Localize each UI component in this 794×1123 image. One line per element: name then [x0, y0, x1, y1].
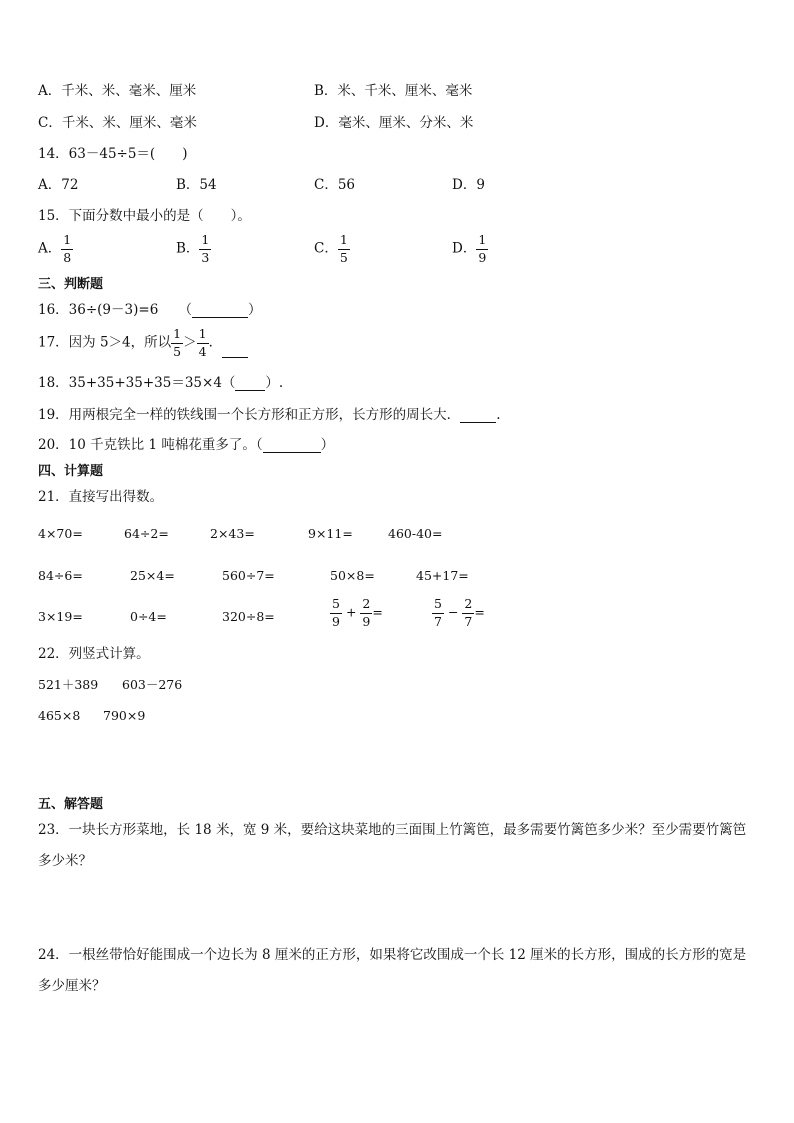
q17-pre: 17．因为 5＞4，所以 [38, 334, 172, 351]
equals-sign: = [372, 604, 383, 620]
q14-option-b: B．54 [176, 177, 217, 193]
option-label: C． [314, 240, 338, 257]
fraction [476, 234, 488, 264]
calc-item: 0÷4= [130, 609, 167, 624]
q24: 24．一根丝带恰好能围成一个边长为 8 厘米的正方形，如果将它改围成一个长 12 厘米的长方形，围成的长方形的宽是多少厘米？ [38, 947, 747, 994]
numerator: 1 [171, 328, 183, 344]
answer-blank[interactable] [235, 378, 265, 391]
q18 [38, 377, 283, 391]
q13-option-d: D．毫米、厘米、分米、米 [314, 115, 474, 131]
calc-item-fraction-add [330, 598, 383, 628]
numerator: 1 [338, 234, 350, 250]
denominator: 7 [434, 613, 442, 629]
denominator: 4 [198, 343, 207, 359]
answer-blank[interactable] [192, 305, 248, 318]
vertical-calc-item: 521＋389 [38, 677, 99, 692]
calc-item: 560÷7= [222, 568, 275, 583]
fraction [432, 598, 444, 628]
numerator: 2 [360, 598, 372, 614]
fraction [338, 234, 350, 264]
numerator: 1 [61, 234, 73, 250]
numerator: 1 [199, 234, 211, 250]
vertical-calc-item: 465×8 [38, 708, 81, 723]
fraction [462, 598, 474, 628]
q14-stem: 14．63－45÷5＝( ) [38, 146, 188, 162]
q18-close: ）. [265, 375, 284, 391]
q19-pre: 19．用两根完全一样的铁线围一个长方形和正方形，长方形的周长大． [38, 407, 461, 423]
minus-sign: − [447, 604, 459, 620]
fraction [171, 328, 183, 358]
q16 [38, 304, 262, 318]
fraction [199, 234, 211, 264]
q20-pre: 20．10 千克铁比 1 吨棉花重多了。（ [38, 437, 263, 453]
calc-item: 64÷2= [124, 526, 169, 541]
section-heading-calculation: 四、计算题 [38, 464, 104, 479]
answer-blank[interactable] [222, 345, 248, 358]
q14-option-a: A．72 [38, 177, 79, 193]
numerator: 5 [432, 598, 444, 614]
greater-than-sign: ＞ [183, 334, 197, 351]
q15-stem: 15．下面分数中最小的是（ ）。 [38, 208, 251, 224]
calc-item-fraction-subtract [432, 598, 485, 628]
calc-item: 50×8= [330, 568, 375, 583]
plus-sign: + [345, 604, 357, 620]
q15-option-d [452, 234, 488, 264]
q16-text: 16．36÷(9－3)=6 （ [38, 302, 193, 318]
q18-pre: 18．35+35+35+35＝35×4（ [38, 375, 236, 391]
denominator: 5 [173, 343, 182, 359]
q15-option-a [38, 234, 73, 264]
calc-item: 2×43= [210, 526, 255, 541]
denominator: 8 [63, 249, 72, 265]
q20-close: ） [320, 437, 335, 453]
q16-close: ） [248, 302, 262, 318]
denominator: 5 [339, 249, 348, 265]
denominator: 3 [201, 249, 210, 265]
calc-item: 9×11= [308, 526, 353, 541]
q17-post: ． [208, 334, 223, 351]
numerator: 1 [476, 234, 488, 250]
numerator: 2 [462, 598, 474, 614]
q13-option-b: B．米、千米、厘米、毫米 [314, 83, 473, 99]
equals-sign: = [474, 604, 485, 620]
q15-option-c [314, 234, 350, 264]
section-heading-judgement: 三、判断题 [38, 277, 104, 292]
calc-item: 3×19= [38, 609, 83, 624]
q13-option-a: A．千米、米、毫米、厘米 [38, 83, 197, 99]
q23: 23．一块长方形菜地，长 18 米，宽 9 米，要给这块菜地的三面围上竹篱笆，最多需要竹篱笆多少米？至少需要竹篱笆多少米？ [38, 822, 747, 869]
denominator: 9 [362, 613, 371, 629]
section-heading-word-problems: 五、解答题 [38, 797, 104, 812]
fraction [197, 328, 209, 358]
calc-item: 25×4= [130, 568, 175, 583]
calc-item: 45+17= [416, 568, 469, 583]
option-label: B． [176, 240, 200, 257]
option-label: A． [38, 240, 62, 257]
q21-stem: 21．直接写出得数。 [38, 489, 164, 505]
numerator: 1 [197, 328, 209, 344]
fraction [61, 234, 73, 264]
numerator: 5 [330, 598, 342, 614]
fraction [330, 598, 342, 628]
fraction [360, 598, 372, 628]
option-label: D． [452, 240, 477, 257]
denominator: 9 [332, 613, 340, 629]
q19-post: . [496, 407, 501, 423]
denominator: 7 [464, 613, 473, 629]
q19 [38, 409, 500, 423]
calc-item: 460-40= [388, 526, 443, 541]
q22-stem: 22．列竖式计算。 [38, 646, 150, 662]
answer-blank[interactable] [263, 440, 321, 453]
calc-item: 4×70= [38, 526, 83, 541]
q15-option-b [176, 234, 211, 264]
q20 [38, 439, 334, 453]
calc-item: 84÷6= [38, 568, 83, 583]
denominator: 9 [478, 249, 487, 265]
q14-option-d: D．9 [452, 177, 485, 193]
q13-option-c: C．千米、米、厘米、毫米 [38, 115, 197, 131]
vertical-calc-item: 790×9 [103, 708, 146, 723]
vertical-calc-item: 603－276 [122, 677, 183, 692]
q17 [38, 328, 248, 358]
calc-item: 320÷8= [222, 609, 275, 624]
answer-blank[interactable] [460, 410, 496, 423]
q14-option-c: C．56 [314, 177, 356, 193]
